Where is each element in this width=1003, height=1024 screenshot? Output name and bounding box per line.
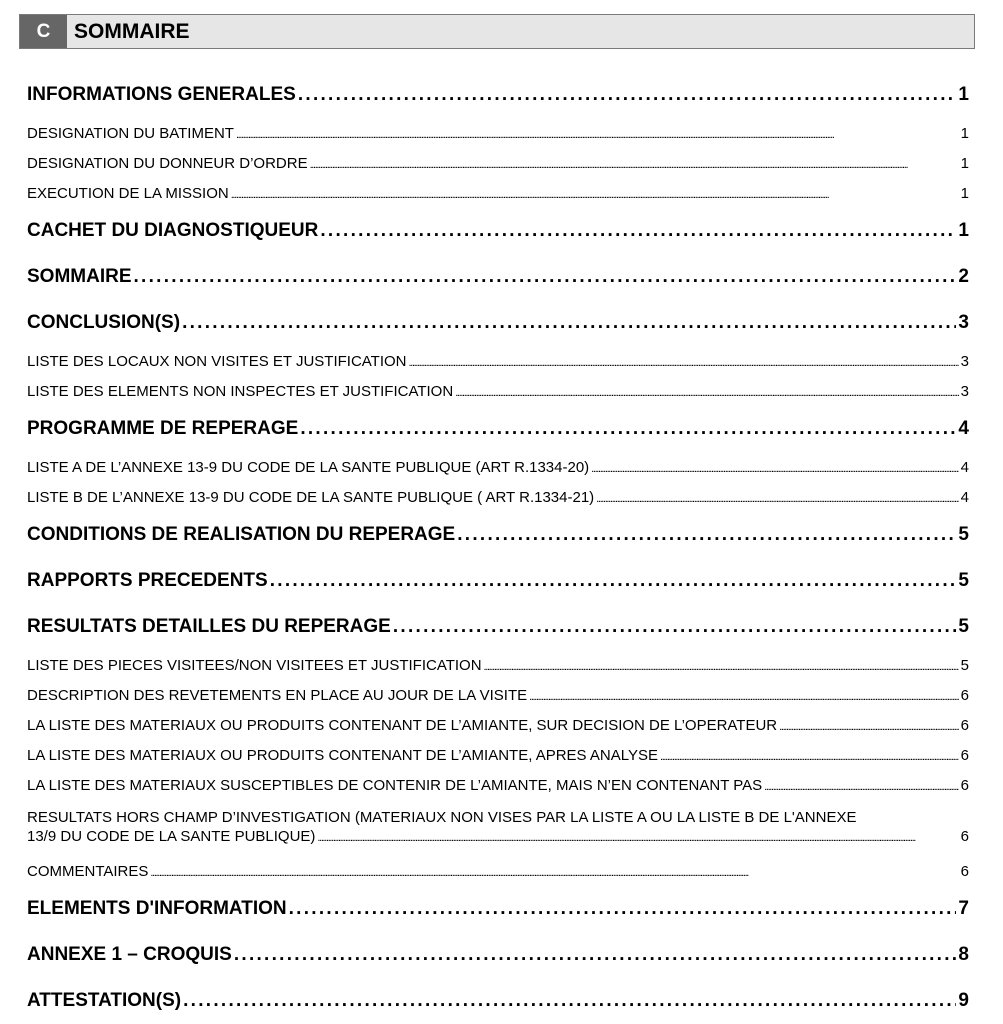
dot-leader xyxy=(183,990,956,1012)
toc-entry-label: LA LISTE DES MATERIAUX SUSCEPTIBLES DE CONTENIR DE L’AMIANTE, MAIS N’EN CONTENANT PAS xyxy=(27,776,763,794)
toc-heading-entry[interactable] xyxy=(27,886,969,932)
toc-entry[interactable] xyxy=(27,452,969,482)
toc-entry[interactable] xyxy=(27,710,969,740)
dot-leader xyxy=(393,616,957,638)
toc-heading-entry[interactable] xyxy=(27,72,969,118)
dot-leader xyxy=(182,312,956,334)
toc-entry-label: CONCLUSION(S) xyxy=(27,312,181,333)
toc-page-number: 6 xyxy=(960,686,969,704)
dot-leader xyxy=(591,459,959,476)
toc-page-number: 1 xyxy=(960,124,969,142)
toc-entry[interactable] xyxy=(27,800,969,856)
toc-entry-label: ATTESTATION(S) xyxy=(27,990,182,1011)
table-of-contents xyxy=(27,72,969,1024)
dot-leader xyxy=(234,944,957,966)
toc-entry-label: LISTE DES LOCAUX NON VISITES ET JUSTIFICATION xyxy=(27,352,407,370)
dot-leader xyxy=(764,777,959,794)
toc-entry-label: EXECUTION DE LA MISSION xyxy=(27,184,229,202)
toc-page-number: 1 xyxy=(958,84,969,105)
toc-page-number: 6 xyxy=(960,828,969,845)
dot-leader xyxy=(660,747,959,764)
toc-entry-label: CACHET DU DIAGNOSTIQUEUR xyxy=(27,220,319,241)
toc-page-number: 7 xyxy=(958,898,969,919)
toc-page-number: 1 xyxy=(960,184,969,202)
toc-page-number: 4 xyxy=(958,418,969,439)
toc-entry[interactable] xyxy=(27,650,969,680)
toc-entry-label: INFORMATIONS GENERALES xyxy=(27,84,296,105)
dot-leader xyxy=(300,418,956,440)
toc-entry-label: LISTE DES ELEMENTS NON INSPECTES ET JUSTIFICATION xyxy=(27,382,454,400)
toc-page-number: 6 xyxy=(960,862,969,880)
toc-entry[interactable] xyxy=(27,346,969,376)
toc-heading-entry[interactable] xyxy=(27,604,969,650)
toc-page-number: 4 xyxy=(960,488,969,506)
toc-entry[interactable] xyxy=(27,178,969,208)
toc-entry-label: DESIGNATION DU BATIMENT xyxy=(27,124,234,142)
toc-heading-entry[interactable] xyxy=(27,558,969,604)
toc-page-number: 3 xyxy=(960,382,969,400)
toc-heading-entry[interactable] xyxy=(27,406,969,452)
dot-leader xyxy=(409,353,959,370)
dot-leader xyxy=(270,570,957,592)
toc-entry[interactable] xyxy=(27,680,969,710)
toc-entry[interactable] xyxy=(27,148,969,178)
toc-heading-entry[interactable] xyxy=(27,300,969,346)
dot-leader xyxy=(596,489,959,506)
toc-entry[interactable] xyxy=(27,770,969,800)
toc-page-number: 5 xyxy=(958,616,969,637)
dot-leader xyxy=(317,827,958,848)
dot-leader xyxy=(236,125,959,142)
toc-page-number: 3 xyxy=(960,352,969,370)
toc-heading-entry[interactable] xyxy=(27,512,969,558)
toc-page-number: 6 xyxy=(960,776,969,794)
section-letter: C xyxy=(20,15,67,48)
toc-page-number: 6 xyxy=(960,746,969,764)
dot-leader xyxy=(231,185,959,202)
dot-leader xyxy=(529,687,959,704)
toc-entry[interactable] xyxy=(27,856,969,886)
toc-entry-label: ELEMENTS D'INFORMATION xyxy=(27,898,287,919)
toc-entry-label: ANNEXE 1 – CROQUIS xyxy=(27,944,232,965)
toc-heading-entry[interactable] xyxy=(27,932,969,978)
toc-entry[interactable] xyxy=(27,376,969,406)
dot-leader xyxy=(455,383,958,400)
toc-page-number: 6 xyxy=(960,716,969,734)
dot-leader xyxy=(310,155,959,172)
toc-entry-label-continued: 13/9 DU CODE DE LA SANTE PUBLIQUE) xyxy=(27,828,316,845)
toc-heading-entry[interactable] xyxy=(27,254,969,300)
toc-entry-label: SOMMAIRE xyxy=(27,266,132,287)
toc-entry-label: DESCRIPTION DES REVETEMENTS EN PLACE AU JOUR DE LA VISITE xyxy=(27,686,528,704)
dot-leader xyxy=(484,657,959,674)
toc-page-number: 1 xyxy=(958,220,969,241)
dot-leader xyxy=(134,266,957,288)
toc-page-number: 9 xyxy=(958,990,969,1011)
toc-entry-label: LA LISTE DES MATERIAUX OU PRODUITS CONTENANT DE L’AMIANTE, SUR DECISION DE L’OPERATEUR xyxy=(27,716,778,734)
toc-page-number: 3 xyxy=(958,312,969,333)
toc-page-number: 5 xyxy=(958,524,969,545)
dot-leader xyxy=(457,524,956,546)
toc-entry-label: LISTE DES PIECES VISITEES/NON VISITEES ET JUSTIFICATION xyxy=(27,656,482,674)
toc-entry-label: RESULTATS DETAILLES DU REPERAGE xyxy=(27,616,391,637)
toc-entry-label: COMMENTAIRES xyxy=(27,862,149,880)
section-title: SOMMAIRE xyxy=(74,19,190,43)
toc-entry[interactable] xyxy=(27,482,969,512)
toc-page-number: 8 xyxy=(958,944,969,965)
dot-leader xyxy=(289,898,957,920)
section-header xyxy=(19,14,975,49)
toc-heading-entry[interactable] xyxy=(27,208,969,254)
dot-leader xyxy=(320,220,956,242)
toc-page-number: 4 xyxy=(960,458,969,476)
toc-entry-label: LA LISTE DES MATERIAUX OU PRODUITS CONTENANT DE L’AMIANTE, APRES ANALYSE xyxy=(27,746,658,764)
toc-page-number: 1 xyxy=(960,154,969,172)
toc-heading-entry[interactable] xyxy=(27,978,969,1024)
toc-page-number: 5 xyxy=(960,656,969,674)
toc-entry-label: CONDITIONS DE REALISATION DU REPERAGE xyxy=(27,524,456,545)
toc-entry-label: LISTE B DE L’ANNEXE 13-9 DU CODE DE LA SANTE PUBLIQUE ( ART R.1334-21) xyxy=(27,488,595,506)
toc-entry-label: DESIGNATION DU DONNEUR D’ORDRE xyxy=(27,154,308,172)
dot-leader xyxy=(298,84,957,106)
toc-entry-label: RAPPORTS PRECEDENTS xyxy=(27,570,268,591)
toc-page-number: 2 xyxy=(958,266,969,287)
toc-entry-label: LISTE A DE L’ANNEXE 13-9 DU CODE DE LA SANTE PUBLIQUE (ART R.1334-20) xyxy=(27,458,590,476)
toc-entry[interactable] xyxy=(27,118,969,148)
dot-leader xyxy=(150,863,958,880)
toc-entry-label: RESULTATS HORS CHAMP D’INVESTIGATION (MATERIAUX NON VISES PAR LA LISTE A OU LA LISTE B DE L'ANNEXE xyxy=(27,809,857,826)
dot-leader xyxy=(779,717,959,734)
toc-entry[interactable] xyxy=(27,740,969,770)
toc-page-number: 5 xyxy=(958,570,969,591)
toc-entry-label: PROGRAMME DE REPERAGE xyxy=(27,418,299,439)
